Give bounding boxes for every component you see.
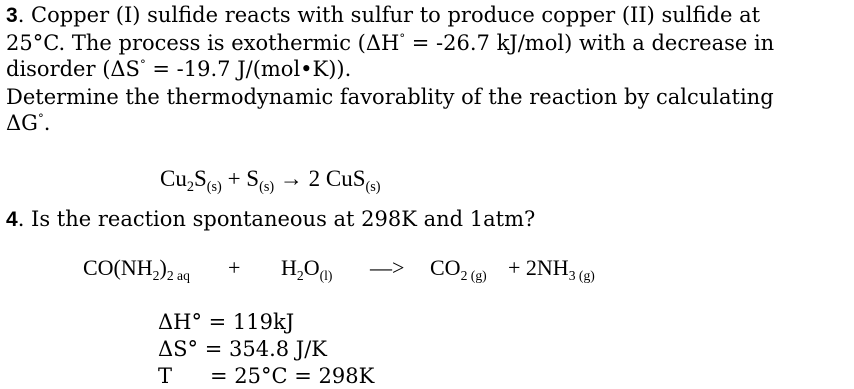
temperature-label: T — [158, 364, 173, 388]
reactant-urea — [83, 255, 190, 281]
q3-l4: Determine the thermodynamic favorablity of the reaction by calculating — [6, 85, 774, 109]
eq1-state-2: (s) — [259, 178, 275, 195]
reaction-equation-1 — [160, 166, 381, 195]
eq1-arrow-product: → 2 CuS — [274, 166, 366, 191]
question-3-line-2 — [6, 30, 848, 57]
q3-l5b: . — [43, 111, 51, 135]
degree-mark: ° — [37, 110, 44, 125]
reaction-arrow: —> — [370, 255, 405, 280]
r1-close: ) — [159, 255, 167, 280]
q3-l3b: = -19.7 J/(mol•K)). — [145, 57, 352, 81]
eq1-plus-s: + S — [221, 166, 260, 191]
r1-sub2: 2 aq — [166, 267, 190, 283]
eq1-state-3: (s) — [365, 178, 381, 195]
r2-sub: 2 — [296, 267, 304, 283]
q3-l3a: disorder (ΔS — [6, 57, 140, 81]
degree-mark: ° — [399, 30, 406, 45]
r2a: H — [281, 255, 297, 280]
reactant-water — [281, 255, 332, 281]
temperature-value: = 25°C = 298K — [210, 364, 375, 388]
eq1-sub-2: 2 — [186, 178, 194, 195]
p1: CO — [430, 255, 461, 280]
product-ammonia — [508, 255, 595, 281]
q3-l2b: = -26.7 kJ/mol) with a decrease in — [405, 31, 775, 55]
q3-l2a: 25°C. The process is exothermic (ΔH — [6, 31, 400, 55]
r1-sub: 2 — [152, 267, 160, 283]
r1: CO(NH — [83, 255, 153, 280]
question-3-number: 3 — [6, 4, 18, 27]
p2-sub: 3 (g) — [568, 267, 595, 283]
question-3-line-4 — [6, 84, 848, 111]
product-co2 — [430, 255, 487, 281]
eq1-state-1: (s) — [206, 178, 222, 195]
degree-mark: ° — [139, 56, 146, 71]
eq1-cu: Cu — [160, 166, 187, 191]
q3-l5a: ΔG — [6, 111, 38, 135]
enthalpy-value: ΔH° = 119kJ — [158, 310, 295, 334]
plus-sign-1: + — [228, 255, 241, 280]
question-3-line-5 — [6, 111, 50, 135]
question-4-text: . Is the reaction spontaneous at 298K and 1atm? — [17, 207, 536, 231]
entropy-value: ΔS° = 354.8 J/K — [158, 337, 327, 361]
question-4-number: 4 — [6, 208, 18, 231]
r2-state: (l) — [319, 267, 333, 283]
p2: + 2NH — [508, 255, 569, 280]
question-3-line-3 — [6, 57, 351, 81]
question-3-line-1 — [6, 2, 848, 29]
eq1-s: S — [193, 166, 207, 191]
question-3-text-1: . Copper (I) sulfide reacts with sulfur to produce copper (II) sulfide at — [17, 3, 761, 27]
r2b: O — [303, 255, 320, 280]
question-4 — [6, 207, 535, 232]
p1-sub: 2 (g) — [460, 267, 487, 283]
